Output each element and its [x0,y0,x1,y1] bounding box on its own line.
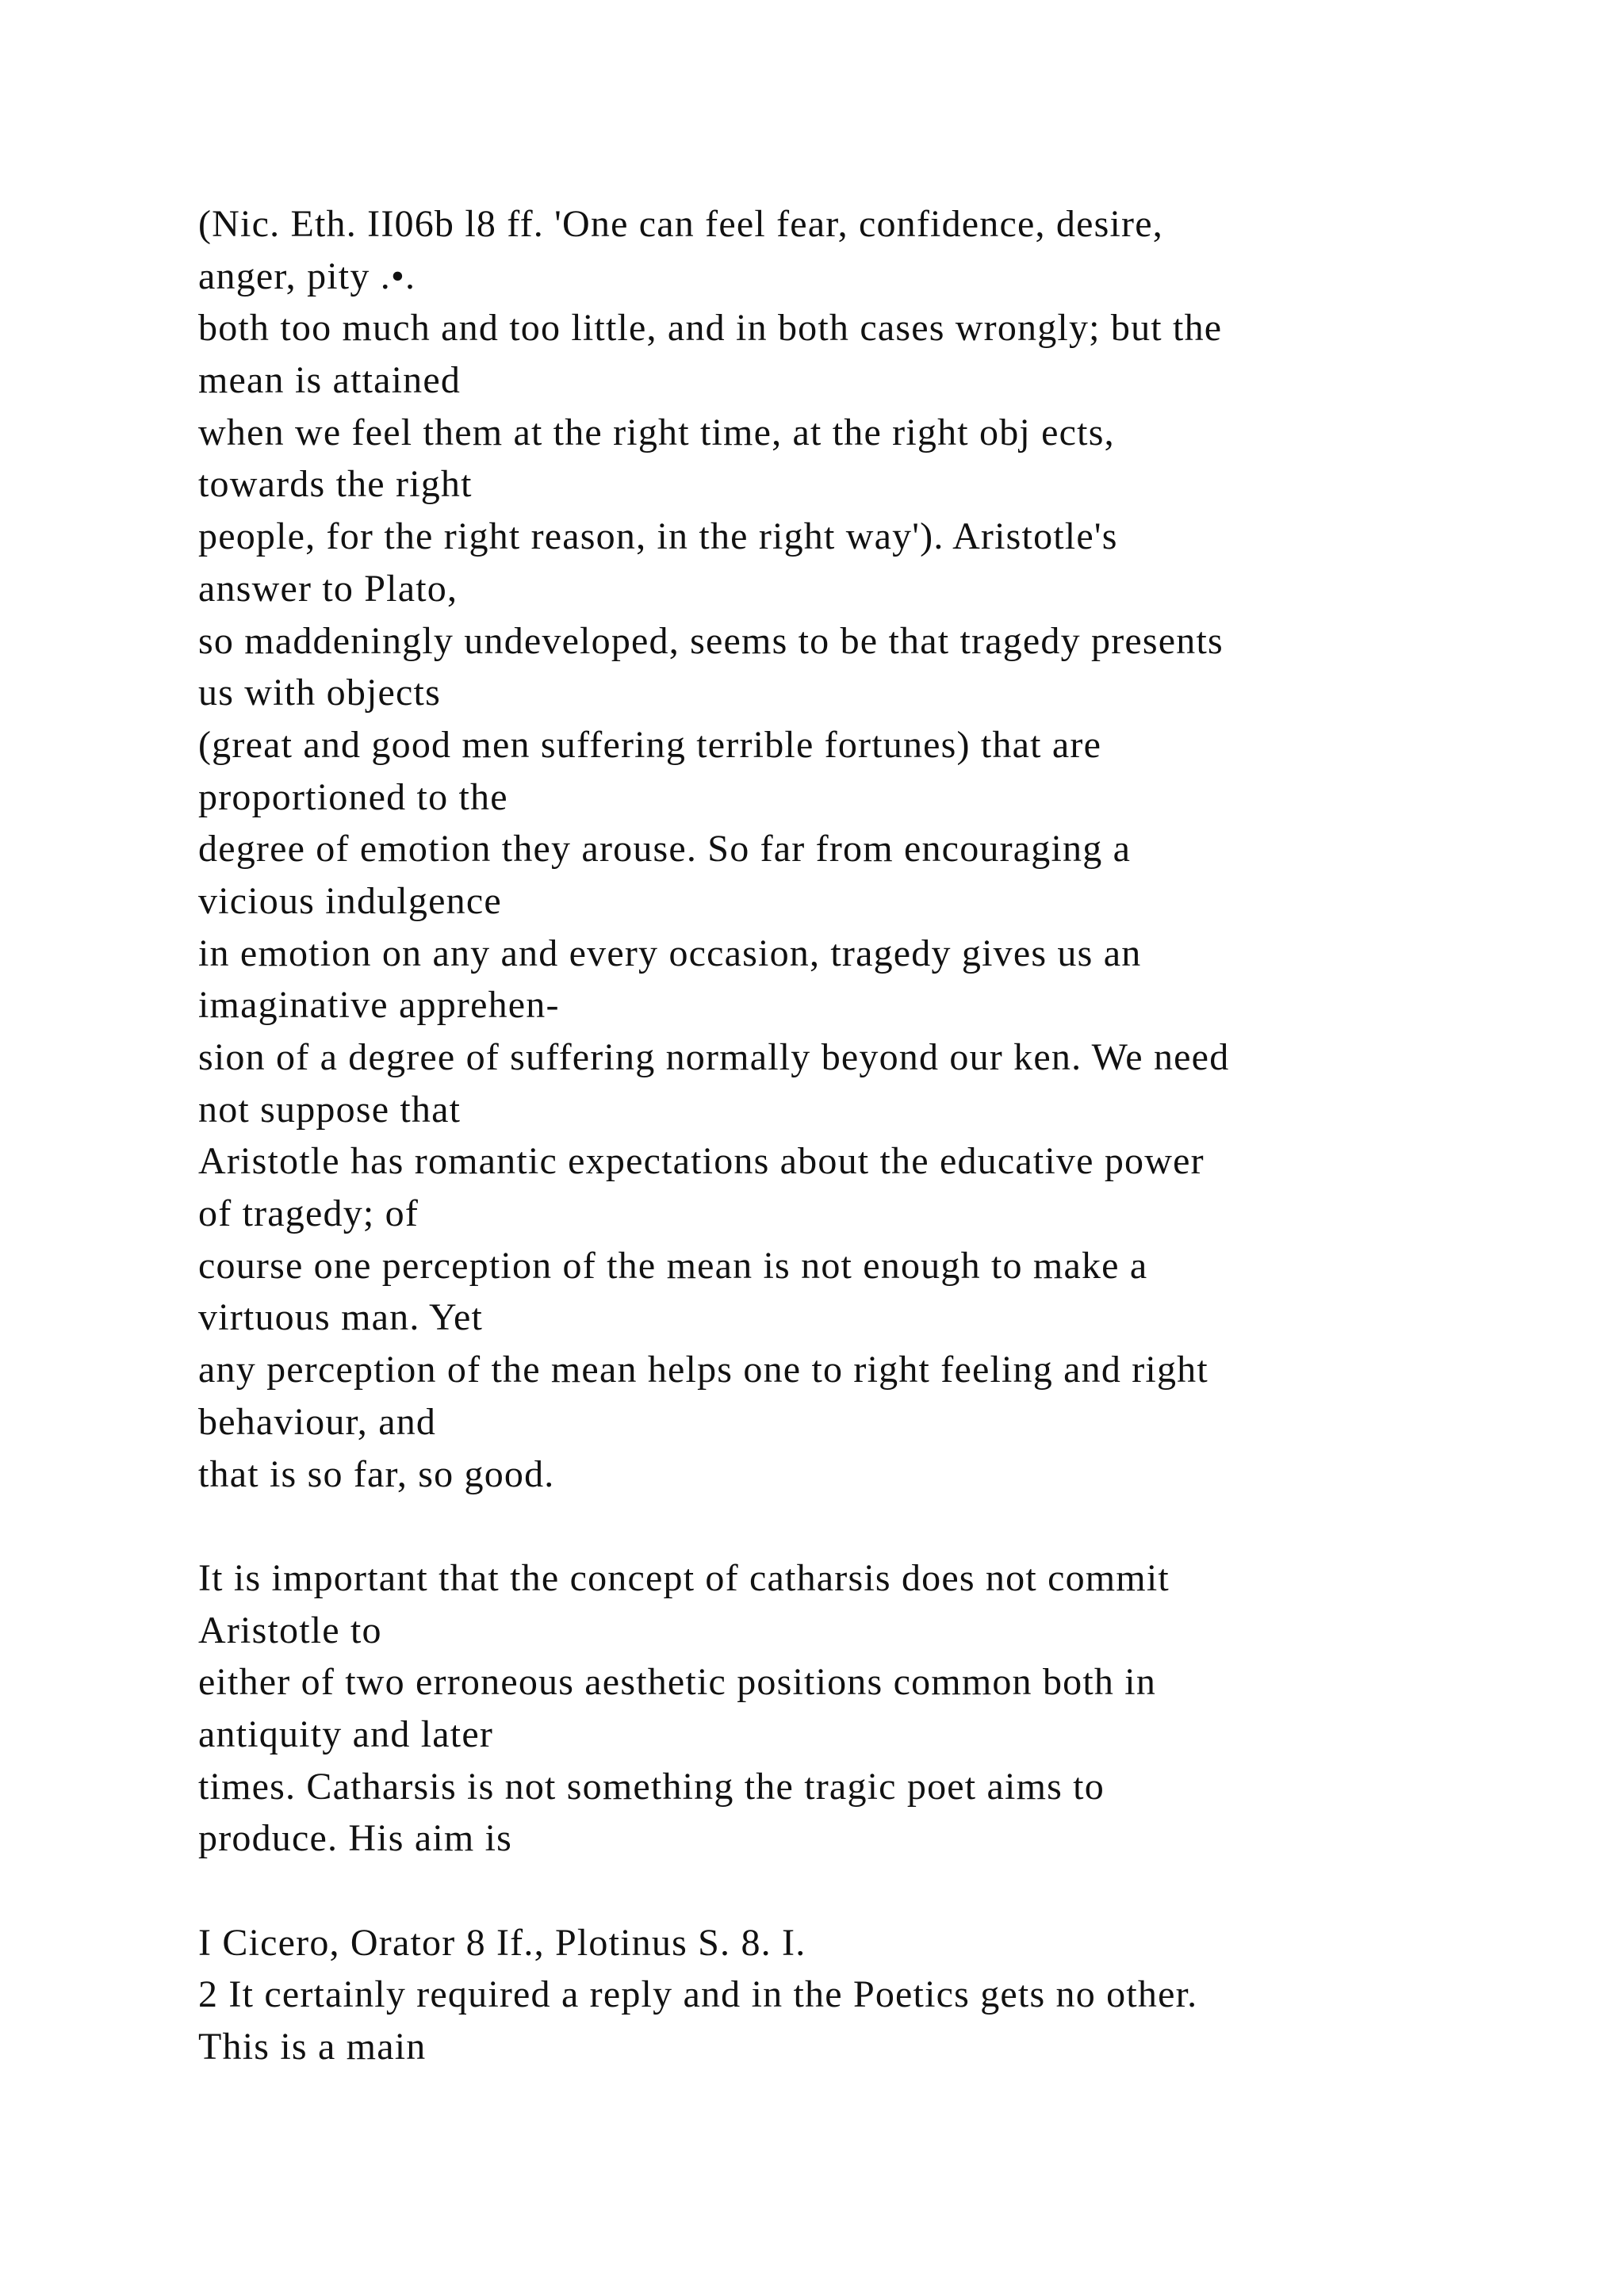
text-line: Aristotle has romantic expectations about the educative power [198,1140,1205,1183]
text-line: It is important that the concept of catharsis does not commit [198,1556,1170,1599]
text-line: course one perception of the mean is not enough to make a [198,1244,1148,1287]
footnote-line: This is a main [198,2026,427,2068]
text-line: virtuous man. Yet [198,1296,484,1339]
text-line: so maddeningly undeveloped, seems to be that tragedy presents [198,619,1224,662]
text-line: both too much and too little, and in both cases wrongly; but the [198,307,1223,350]
text-line: anger, pity .•. [198,254,416,297]
text-line: answer to Plato, [198,567,458,610]
document-body [198,198,1499,2073]
paragraph-2 [198,1552,1499,1865]
paragraph-gap [198,1500,1499,1552]
text-line: that is so far, so good. [198,1452,555,1495]
text-line: people, for the right reason, in the right way'). Aristotle's [198,515,1118,558]
text-line: Aristotle to [198,1609,382,1651]
text-line: us with objects [198,672,441,714]
paragraph-gap [198,1865,1499,1917]
text-line: towards the right [198,463,473,506]
text-line: mean is attained [198,359,462,402]
text-line: any perception of the mean helps one to right feeling and right [198,1349,1208,1391]
text-line: when we feel them at the right time, at the right obj ects, [198,411,1115,453]
footnote-line: I Cicero, Orator 8 If., Plotinus S. 8. I. [198,1921,806,1964]
text-line: imaginative apprehen- [198,984,560,1027]
text-line: behaviour, and [198,1400,437,1443]
text-line: (great and good men suffering terrible fortunes) that are [198,723,1102,766]
text-line: produce. His aim is [198,1817,513,1860]
paragraph-1 [198,198,1499,1500]
text-line: times. Catharsis is not something the tragic poet aims to [198,1765,1105,1808]
text-line: not suppose that [198,1088,462,1131]
text-line: vicious indulgence [198,879,502,922]
footnotes [198,1917,1499,2073]
text-line: degree of emotion they arouse. So far from encouraging a [198,828,1132,871]
text-line: antiquity and later [198,1712,494,1755]
text-line: (Nic. Eth. II06b l8 ff. 'One can feel fear, confidence, desire, [198,203,1163,245]
text-line: either of two erroneous aesthetic positions common both in [198,1661,1157,1704]
text-line: proportioned to the [198,775,508,818]
text-line: in emotion on any and every occasion, tragedy gives us an [198,932,1142,974]
footnote-line: 2 It certainly required a reply and in the Poetics gets no other. [198,1973,1198,2016]
text-line: sion of a degree of suffering normally beyond our ken. We need [198,1036,1230,1078]
text-line: of tragedy; of [198,1192,419,1235]
